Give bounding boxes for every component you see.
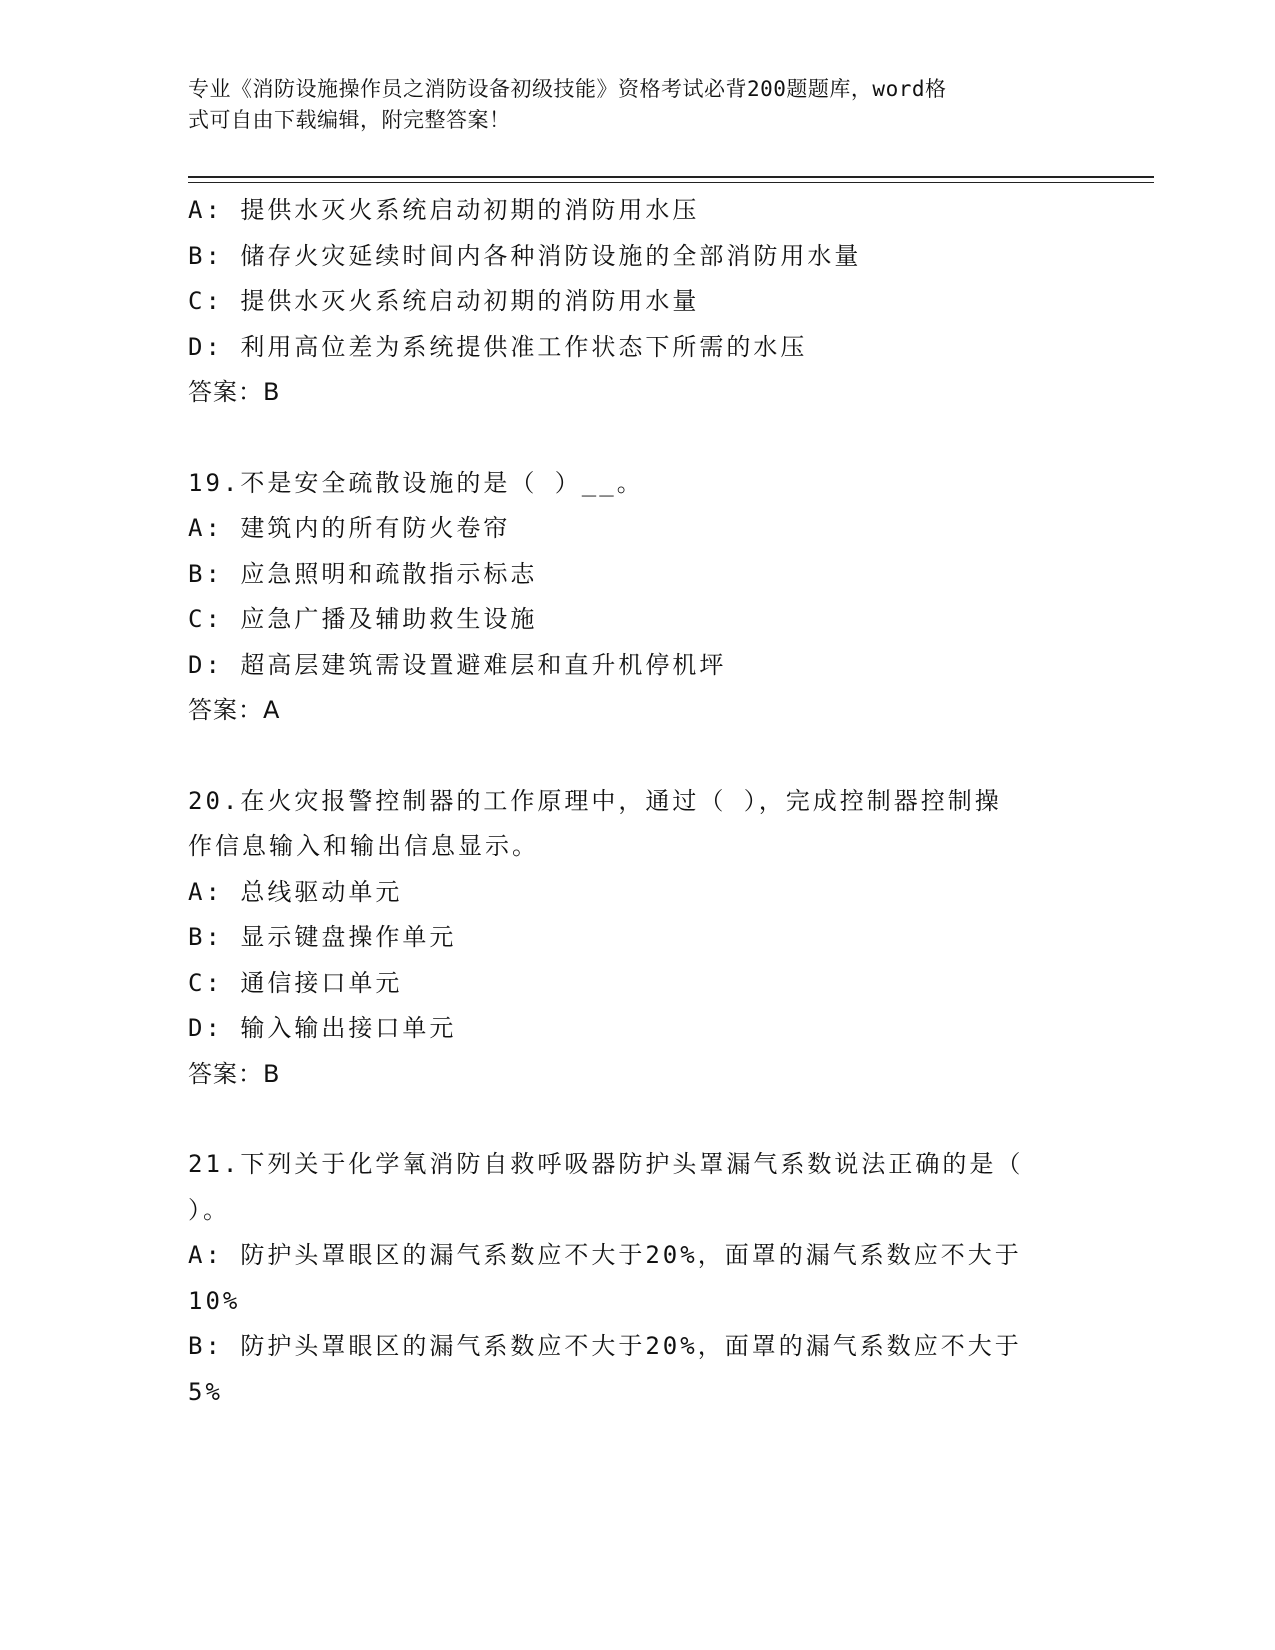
header-line-2: 式可自由下载编辑，附完整答案！ bbox=[188, 108, 511, 132]
option-a-line-2: 10% bbox=[188, 1286, 241, 1315]
question-text-line-2: ）。 bbox=[188, 1195, 230, 1224]
question-20 bbox=[188, 779, 1088, 1098]
header-divider-thick bbox=[188, 176, 1154, 178]
option-c: C: 提供水灭火系统启动初期的消防用水量 bbox=[188, 287, 700, 315]
answer: 答案：B bbox=[188, 1059, 281, 1088]
option-a: A: 提供水灭火系统启动初期的消防用水压 bbox=[188, 196, 700, 224]
answer: 答案：B bbox=[188, 378, 281, 406]
header-divider-thin bbox=[188, 182, 1154, 183]
question-text-line-2: 作信息输入和输出信息显示。 bbox=[188, 832, 539, 860]
option-d: D: 输入输出接口单元 bbox=[188, 1014, 457, 1042]
option-b-line-2: 5% bbox=[188, 1377, 223, 1406]
document-header bbox=[188, 74, 1068, 136]
spacer bbox=[188, 1097, 1088, 1142]
question-18 bbox=[188, 188, 1088, 416]
question-list bbox=[188, 188, 1088, 1415]
question-19 bbox=[188, 461, 1088, 734]
header-line-1: 专业《消防设施操作员之消防设备初级技能》资格考试必背200题题库，word格 bbox=[188, 77, 947, 101]
option-b: B: 应急照明和疏散指示标志 bbox=[188, 559, 538, 588]
question-text-line-1: 21.下列关于化学氧消防自救呼吸器防护头罩漏气系数说法正确的是（ bbox=[188, 1150, 1024, 1178]
option-b: B: 储存火灾延续时间内各种消防设施的全部消防用水量 bbox=[188, 241, 862, 270]
option-a: A: 总线驱动单元 bbox=[188, 877, 403, 906]
option-d: D: 利用高位差为系统提供准工作状态下所需的水压 bbox=[188, 332, 808, 361]
spacer bbox=[188, 416, 1088, 461]
option-a: A: 建筑内的所有防火卷帘 bbox=[188, 514, 511, 542]
option-b: B: 显示键盘操作单元 bbox=[188, 923, 457, 951]
option-c: C: 通信接口单元 bbox=[188, 968, 403, 997]
option-d: D: 超高层建筑需设置避难层和直升机停机坪 bbox=[188, 650, 727, 679]
question-21 bbox=[188, 1142, 1088, 1415]
question-text: 19.不是安全疏散设施的是（ ）__。 bbox=[188, 468, 644, 497]
answer: 答案：A bbox=[188, 696, 281, 724]
spacer bbox=[188, 734, 1088, 779]
option-a-line-1: A: 防护头罩眼区的漏气系数应不大于20%，面罩的漏气系数应不大于 bbox=[188, 1241, 1022, 1269]
option-c: C: 应急广播及辅助救生设施 bbox=[188, 605, 538, 633]
option-b-line-1: B: 防护头罩眼区的漏气系数应不大于20%，面罩的漏气系数应不大于 bbox=[188, 1332, 1022, 1360]
question-text-line-1: 20.在火灾报警控制器的工作原理中，通过（ ），完成控制器控制操 bbox=[188, 786, 1002, 815]
